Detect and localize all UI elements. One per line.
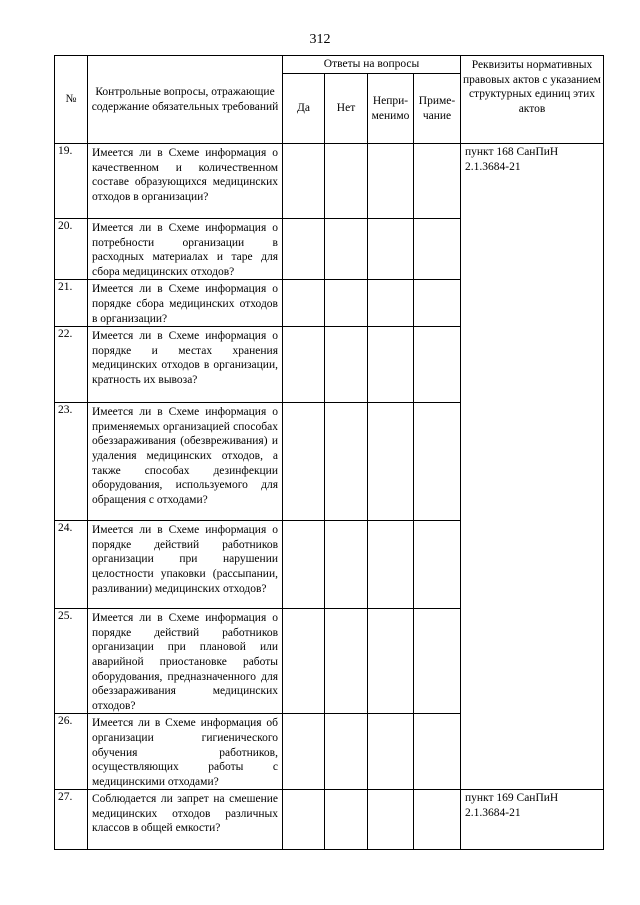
table-row <box>55 790 604 850</box>
answer-note-cell[interactable] <box>414 403 461 521</box>
answer-yes-cell[interactable] <box>283 144 325 219</box>
row-number: 27. <box>55 790 88 850</box>
row-number: 22. <box>55 327 88 403</box>
answer-not-applicable-cell[interactable] <box>368 327 414 403</box>
row-number: 25. <box>55 609 88 714</box>
answer-note-cell[interactable] <box>414 790 461 850</box>
answer-yes-cell[interactable] <box>283 280 325 327</box>
answer-yes-cell[interactable] <box>283 327 325 403</box>
answer-note-cell[interactable] <box>414 609 461 714</box>
answer-not-applicable-cell[interactable] <box>368 403 414 521</box>
row-number: 21. <box>55 280 88 327</box>
answer-no-cell[interactable] <box>325 219 368 280</box>
row-question: Имеется ли в Схеме информация о порядке действий работников организации при нарушении целостности упаковки (рассыпании, разливании) медицинских отходов? <box>88 521 283 609</box>
row-question: Имеется ли в Схеме информация о потребности организации в расходных материалах и таре для сбора медицинских отходов? <box>88 219 283 280</box>
row-number: 19. <box>55 144 88 219</box>
requisites-cell: пункт 168 СанПиН 2.1.3684-21 <box>461 144 604 790</box>
row-number: 26. <box>55 714 88 790</box>
answer-not-applicable-cell[interactable] <box>368 280 414 327</box>
answer-note-cell[interactable] <box>414 521 461 609</box>
answer-note-cell[interactable] <box>414 280 461 327</box>
answer-no-cell[interactable] <box>325 790 368 850</box>
answer-no-cell[interactable] <box>325 327 368 403</box>
column-header-requisites: Реквизиты нормативных правовых актов с указанием структурных единиц этих актов <box>461 56 604 144</box>
requisites-cell: пункт 169 СанПиН 2.1.3684-21 <box>461 790 604 850</box>
column-header-not-applicable: Непри- менимо <box>368 74 414 144</box>
column-header-yes: Да <box>283 74 325 144</box>
row-question: Имеется ли в Схеме информация о порядке сбора медицинских отходов в организации? <box>88 280 283 327</box>
row-question: Имеется ли в Схеме информация об организации гигиенического обучения работников, осуществляющих работы с медицинскими отходами? <box>88 714 283 790</box>
answer-not-applicable-cell[interactable] <box>368 714 414 790</box>
answer-yes-cell[interactable] <box>283 219 325 280</box>
answer-not-applicable-cell[interactable] <box>368 521 414 609</box>
column-header-question: Контрольные вопросы, отражающие содержание обязательных требований <box>88 56 283 144</box>
answer-not-applicable-cell[interactable] <box>368 219 414 280</box>
answer-yes-cell[interactable] <box>283 790 325 850</box>
checklist-table <box>54 55 604 850</box>
answer-not-applicable-cell[interactable] <box>368 144 414 219</box>
answer-no-cell[interactable] <box>325 521 368 609</box>
row-number: 24. <box>55 521 88 609</box>
answer-yes-cell[interactable] <box>283 714 325 790</box>
answer-no-cell[interactable] <box>325 714 368 790</box>
table-row <box>55 144 604 219</box>
answer-note-cell[interactable] <box>414 714 461 790</box>
answer-not-applicable-cell[interactable] <box>368 790 414 850</box>
answer-no-cell[interactable] <box>325 609 368 714</box>
column-header-note: Приме- чание <box>414 74 461 144</box>
row-question: Имеется ли в Схеме информация о порядке действий работников организации при плановой или аварийной приостановке работы оборудования, предназначенного для обеззараживания медицинских отходов? <box>88 609 283 714</box>
answer-yes-cell[interactable] <box>283 403 325 521</box>
row-question: Соблюдается ли запрет на смешение медицинских отходов различных классов в общей емкости? <box>88 790 283 850</box>
row-question: Имеется ли в Схеме информация о порядке и местах хранения медицинских отходов в организации, кратность их вывоза? <box>88 327 283 403</box>
answer-note-cell[interactable] <box>414 219 461 280</box>
column-header-answers: Ответы на вопросы <box>283 56 461 74</box>
answer-no-cell[interactable] <box>325 403 368 521</box>
answer-not-applicable-cell[interactable] <box>368 609 414 714</box>
answer-note-cell[interactable] <box>414 144 461 219</box>
answer-note-cell[interactable] <box>414 327 461 403</box>
answer-yes-cell[interactable] <box>283 521 325 609</box>
answer-no-cell[interactable] <box>325 280 368 327</box>
answer-no-cell[interactable] <box>325 144 368 219</box>
page-number: 312 <box>309 32 331 47</box>
answer-yes-cell[interactable] <box>283 609 325 714</box>
row-question: Имеется ли в Схеме информация о применяемых организацией способах обеззараживания (обезвреживания) и удаления медицинских отходов, а также способах дезинфекции оборудования, используемого для обращения с отходами? <box>88 403 283 521</box>
row-question: Имеется ли в Схеме информация о качественном и количественном составе образующихся медицинских отходов в организации? <box>88 144 283 219</box>
row-number: 23. <box>55 403 88 521</box>
row-number: 20. <box>55 219 88 280</box>
column-header-no: Нет <box>325 74 368 144</box>
column-header-number: № <box>55 56 88 144</box>
